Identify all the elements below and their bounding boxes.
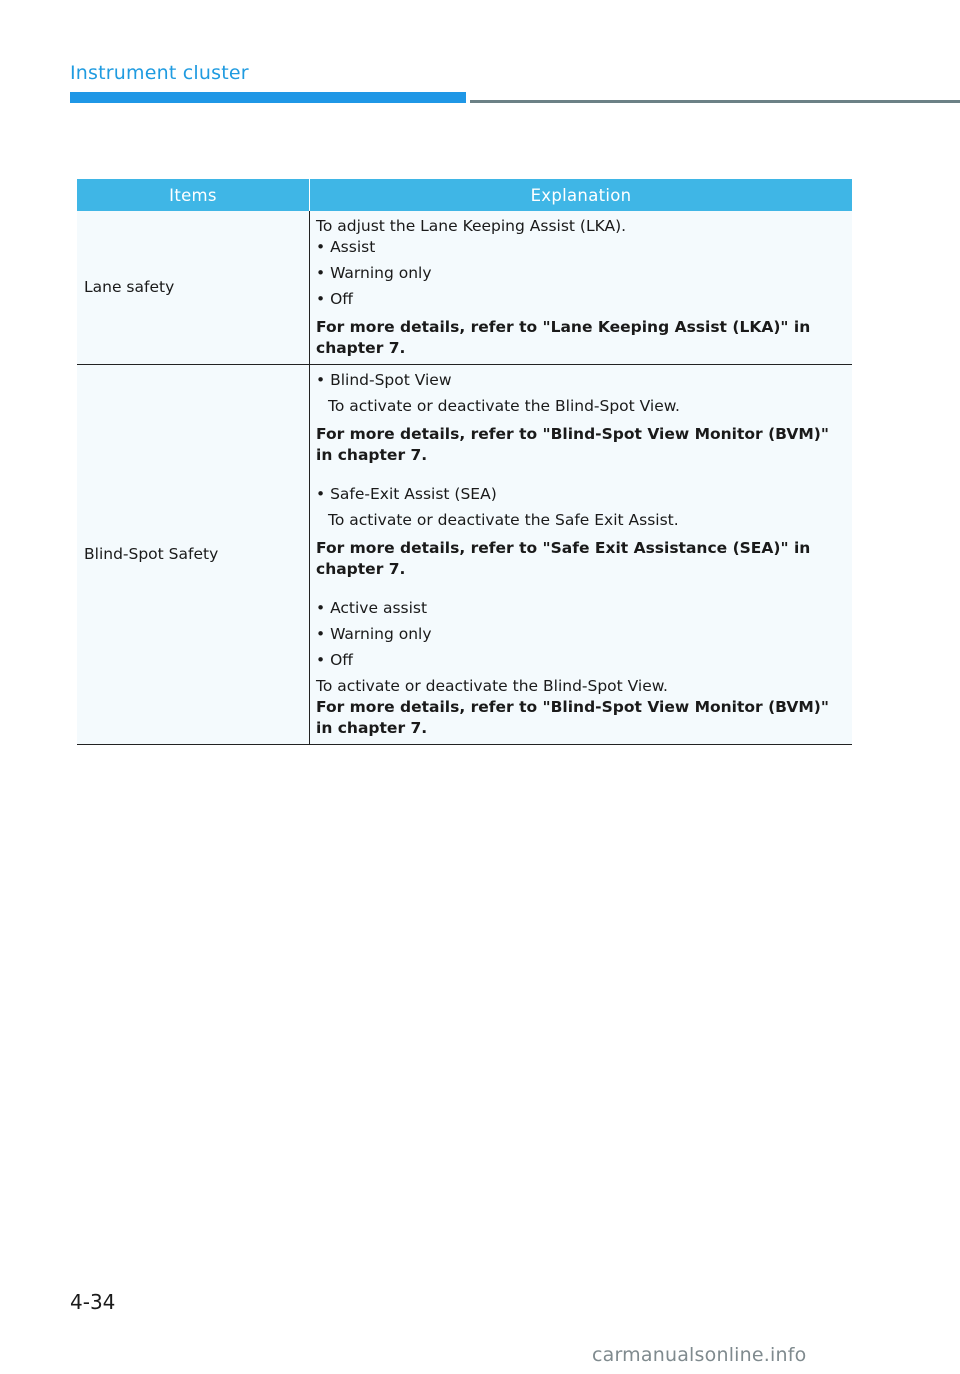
bullet-item: • Active assist [316,599,428,617]
bullet-item: • Assist [316,238,376,256]
item-cell: Lane safety [77,211,310,365]
page-number: 4-34 [70,1290,116,1314]
header-rule-accent [70,92,466,103]
bullet-item: • Warning only [316,264,432,282]
bullet-item: • Off [316,290,353,308]
reference-note: For more details, refer to "Blind-Spot View Monitor (BVM)" in chapter 7. [316,425,829,464]
column-header-items: Items [77,179,310,211]
table-row [77,211,852,365]
explanation-intro: To adjust the Lane Keeping Assist (LKA). [316,217,627,235]
bullet-item: • Warning only [316,625,432,643]
bullet-item: • Blind-Spot View [316,371,452,389]
column-header-explanation: Explanation [310,179,853,211]
item-cell: Blind-Spot Safety [77,365,310,745]
section-title: Instrument cluster [70,62,249,84]
bullet-description: To activate or deactivate the Safe Exit Assist. [328,511,679,529]
table-header-row [77,179,852,211]
bullet-description: To activate or deactivate the Blind-Spot View. [328,397,680,415]
reference-note: For more details, refer to "Lane Keeping Assist (LKA)" in chapter 7. [316,318,811,357]
reference-note: For more details, refer to "Safe Exit Assistance (SEA)" in chapter 7. [316,539,811,578]
settings-table [77,179,852,745]
explanation-cell [310,365,853,745]
bullet-item: • Safe-Exit Assist (SEA) [316,485,497,503]
explanation-outro: To activate or deactivate the Blind-Spot View. [316,677,668,695]
bullet-item: • Off [316,651,353,669]
reference-note: For more details, refer to "Blind-Spot View Monitor (BVM)" in chapter 7. [316,698,829,737]
watermark: carmanualsonline.info [592,1344,807,1366]
explanation-cell [310,211,853,365]
header-rule [470,100,960,103]
table-row [77,365,852,745]
